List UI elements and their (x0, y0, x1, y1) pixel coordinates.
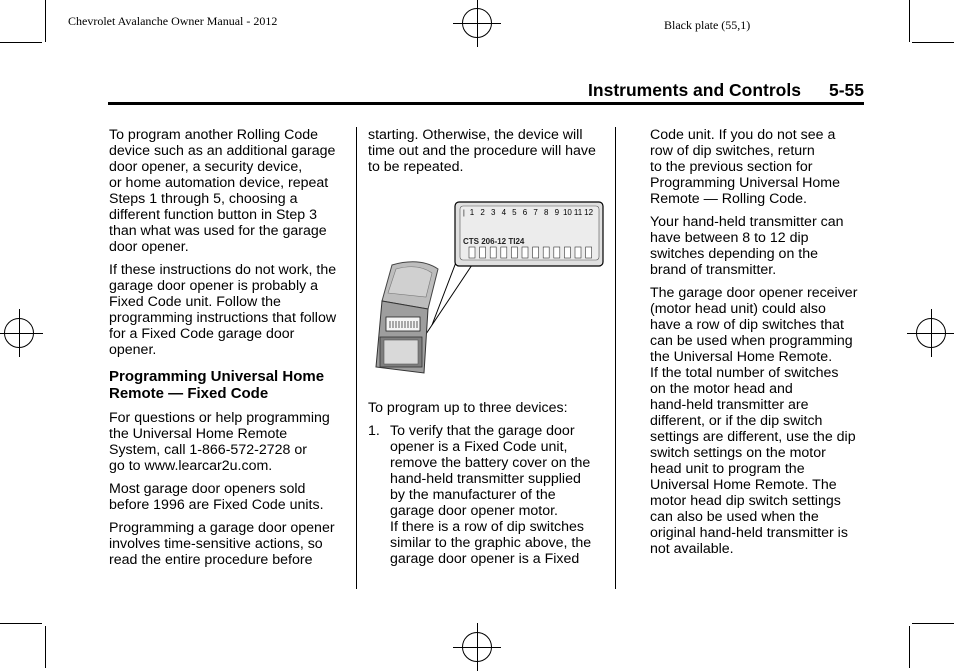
manual-title: Chevrolet Avalanche Owner Manual - 2012 (68, 14, 278, 28)
dip-switch (586, 247, 592, 258)
paragraph: Your hand-held transmitter can have between 8 to 12 dip switches depending on the brand of transmitter. (650, 214, 844, 278)
header-rule (108, 102, 864, 105)
dip-switch (554, 247, 560, 258)
column-divider (615, 127, 616, 589)
dip-switch (511, 247, 517, 258)
paragraph: To program another Rolling Code device such as an additional garage door opener, a security device, or home automation device, repeat Steps 1 through 5, choosing a different function button in Step 3 than what was used for the garage door opener. (109, 127, 336, 255)
dip-switch (490, 247, 496, 258)
switch-marker: | (463, 210, 465, 217)
switch-number: 8 (543, 208, 549, 217)
registration-mark (4, 318, 34, 348)
section-header (588, 80, 864, 101)
dip-switch (575, 247, 581, 258)
column-1 (109, 127, 351, 575)
switch-number: 9 (554, 208, 560, 217)
crop-mark (909, 626, 910, 668)
switch-number: 5 (512, 208, 517, 217)
crop-mark (912, 623, 954, 624)
crop-mark (45, 626, 46, 668)
switch-number: 7 (533, 208, 538, 217)
crop-mark (912, 42, 954, 43)
crop-mark (45, 0, 46, 42)
dip-switch (469, 247, 475, 258)
paragraph: Code unit. If you do not see a row of dip switches, return to the previous section for Programming Universal Home Remote — Rolling Code. (650, 127, 841, 207)
switch-number: 11 (573, 208, 583, 217)
page-number: 5-55 (828, 80, 864, 100)
column-divider (356, 127, 357, 589)
plate-label: Black plate (55,1) (664, 18, 751, 32)
paragraph: The garage door opener receiver (motor head unit) could also have a row of dip switches that can be used when programming the Universal Home Remote. If the total number of switches on the motor head and hand-held transmitter are different, or if the dip switch settings are different, use the dip switch settings on the motor head unit to program the Universal Home Remote. The motor head dip switch settings can also be used when the original hand-held transmitter is not available. (650, 285, 858, 557)
column-3 (650, 127, 872, 564)
paragraph: If these instructions do not work, the garage door opener is probably a Fixed Code unit. Follow the programming instructions that follow for a Fixed Code garage door opener. (109, 262, 337, 358)
step-text: To verify that the garage door opener is a Fixed Code unit, remove the battery cover on the hand-held transmitter supplied by the manufacturer of the garage door opener motor. If there is a row of dip switches similar to the graphic above, the garage door opener is a Fixed (390, 423, 592, 567)
dip-switch (522, 247, 528, 258)
dip-switch-illustration (372, 197, 604, 379)
switch-code-label: CTS 206-12 TI24 (463, 237, 525, 246)
paragraph: To program up to three devices: (368, 400, 568, 416)
paragraph: Most garage door openers sold before 1996 are Fixed Code units. (109, 481, 324, 513)
dip-switch (564, 247, 570, 258)
registration-mark (462, 8, 492, 38)
paragraph: Programming a garage door opener involves time-sensitive actions, so read the entire procedure before (109, 520, 335, 568)
paragraph: starting. Otherwise, the device will time out and the procedure will have to be repeated. (368, 127, 596, 175)
crop-mark (0, 623, 42, 624)
crop-mark (0, 42, 42, 43)
subheading: Programming Universal Home Remote — Fixed Code (109, 368, 325, 402)
registration-mark (916, 318, 946, 348)
registration-mark (462, 632, 492, 662)
step-1 (368, 423, 608, 567)
crop-mark (909, 0, 910, 42)
step-number: 1. (368, 423, 380, 439)
dip-switch (543, 247, 549, 258)
switch-number: 12 (584, 208, 594, 217)
switch-number: 1 (469, 208, 475, 217)
section-title: Instruments and Controls (588, 80, 801, 100)
switch-number: 4 (501, 208, 507, 217)
switch-number: 10 (562, 208, 572, 217)
transmitter-icon (376, 262, 438, 373)
paragraph: For questions or help programming the Universal Home Remote System, call 1-866-572-2728 or go to www.learcar2u.com. (109, 410, 330, 474)
switch-number: 6 (522, 208, 528, 217)
dip-switch (533, 247, 539, 258)
switch-number: 2 (480, 208, 485, 217)
dip-switch (480, 247, 486, 258)
dip-switch (501, 247, 507, 258)
switch-number: 3 (490, 208, 496, 217)
